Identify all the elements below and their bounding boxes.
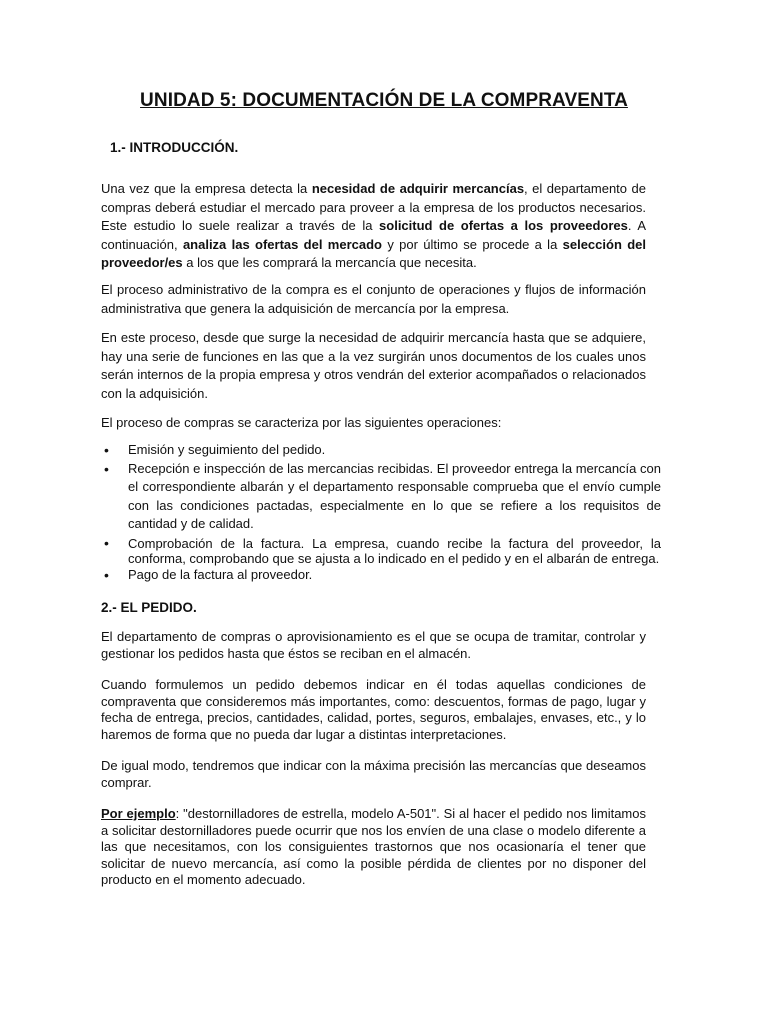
pedido-paragraph-3: De igual modo, tendremos que indicar con la máxima precisión las mercancías que deseamos comprar. (101, 758, 646, 790)
text-run: , el departamento de compras deberá estudiar el mercado para proveer a la empresa de los productos necesarios. Este estudio lo suele realizar a través de la (101, 181, 646, 233)
intro-paragraph-1 (101, 180, 646, 273)
bold-run: analiza las ofertas del mercado (182, 236, 382, 252)
section-heading-introduccion: 1.- INTRODUCCIÓN. (110, 140, 239, 155)
operations-list (101, 441, 661, 584)
list-item: • Pago de la factura al proveedor. (101, 566, 661, 585)
pedido-paragraph-4 (101, 806, 646, 889)
intro-paragraph-3: En este proceso, desde que surge la necesidad de adquirir mercancía hasta que se adquiere, hay una serie de funciones en las que a la vez surgirán unos documentos de los cuales unos serán internos de la propia empresa y otros vendrán del exterior acompañados o relacionados con la adquisición. (101, 330, 646, 401)
intro-paragraph-4: El proceso de compras se caracteriza por las siguientes operaciones: (101, 415, 502, 430)
example-label: Por ejemplo (101, 806, 176, 821)
bold-run: necesidad de adquirir mercancías (311, 181, 525, 196)
document-title: UNIDAD 5: DOCUMENTACIÓN DE LA COMPRAVENTA (140, 90, 628, 111)
example-text: : "destornilladores de estrella, modelo A-501". Si al hacer el pedido nos limitamos a solicitar destornilladores puede ocurrir que nos los envíen de una clase o modelo diferente a las que necesitamos, con los consiguientes trastornos que nos ocasionaría el tener que solicitar de nuevo mercancía, así como la posible pérdida de clientes por no disponer del producto en el momento adecuado. (101, 806, 646, 887)
intro-paragraph-2: El proceso administrativo de la compra es el conjunto de operaciones y flujos de información administrativa que genera la adquisición de mercancía por la empresa. (101, 282, 646, 316)
pedido-paragraph-2: Cuando formulemos un pedido debemos indicar en él todas aquellas condiciones de compraventa que consideremos más importantes, como: descuentos, formas de pago, lugar y fecha de entrega, precios, cantidades, calidad, portes, seguros, embalajes, envases, etc., y lo haremos de forma que no pueda dar lugar a distintas interpretaciones. (101, 677, 646, 742)
bold-run: selección del proveedor/es (101, 236, 646, 270)
list-item: • Comprobación de la factura. La empresa, cuando recibe la factura del proveedor, la conforma, comprobando que se ajusta a lo indicado en el pedido y en el albarán de entrega. (101, 536, 661, 566)
section-heading-pedido: 2.- EL PEDIDO. (101, 600, 197, 615)
list-item: • Emisión y seguimiento del pedido. (101, 441, 661, 460)
bold-run: solicitud de ofertas a los proveedores (379, 218, 628, 233)
text-run: y por último se procede a la (382, 236, 563, 252)
text-run: Una vez que la empresa detecta la (101, 181, 312, 196)
list-item: • Recepción e inspección de las mercancias recibidas. El proveedor entrega la mercancía con el correspondiente albarán y el departamento responsable comprueba que el envío cumple con las condiciones pactadas, especialmente en lo que se refiere a los requisitos de cantidad y de calidad. (101, 460, 661, 534)
text-run: . A continuación, (101, 218, 646, 252)
pedido-paragraph-1: El departamento de compras o aprovisionamiento es el que se ocupa de tramitar, controlar y gestionar los pedidos hasta que éstos se reciban en el almacén. (101, 629, 646, 661)
text-run: a los que les comprará la mercancía que necesita. (182, 255, 477, 270)
